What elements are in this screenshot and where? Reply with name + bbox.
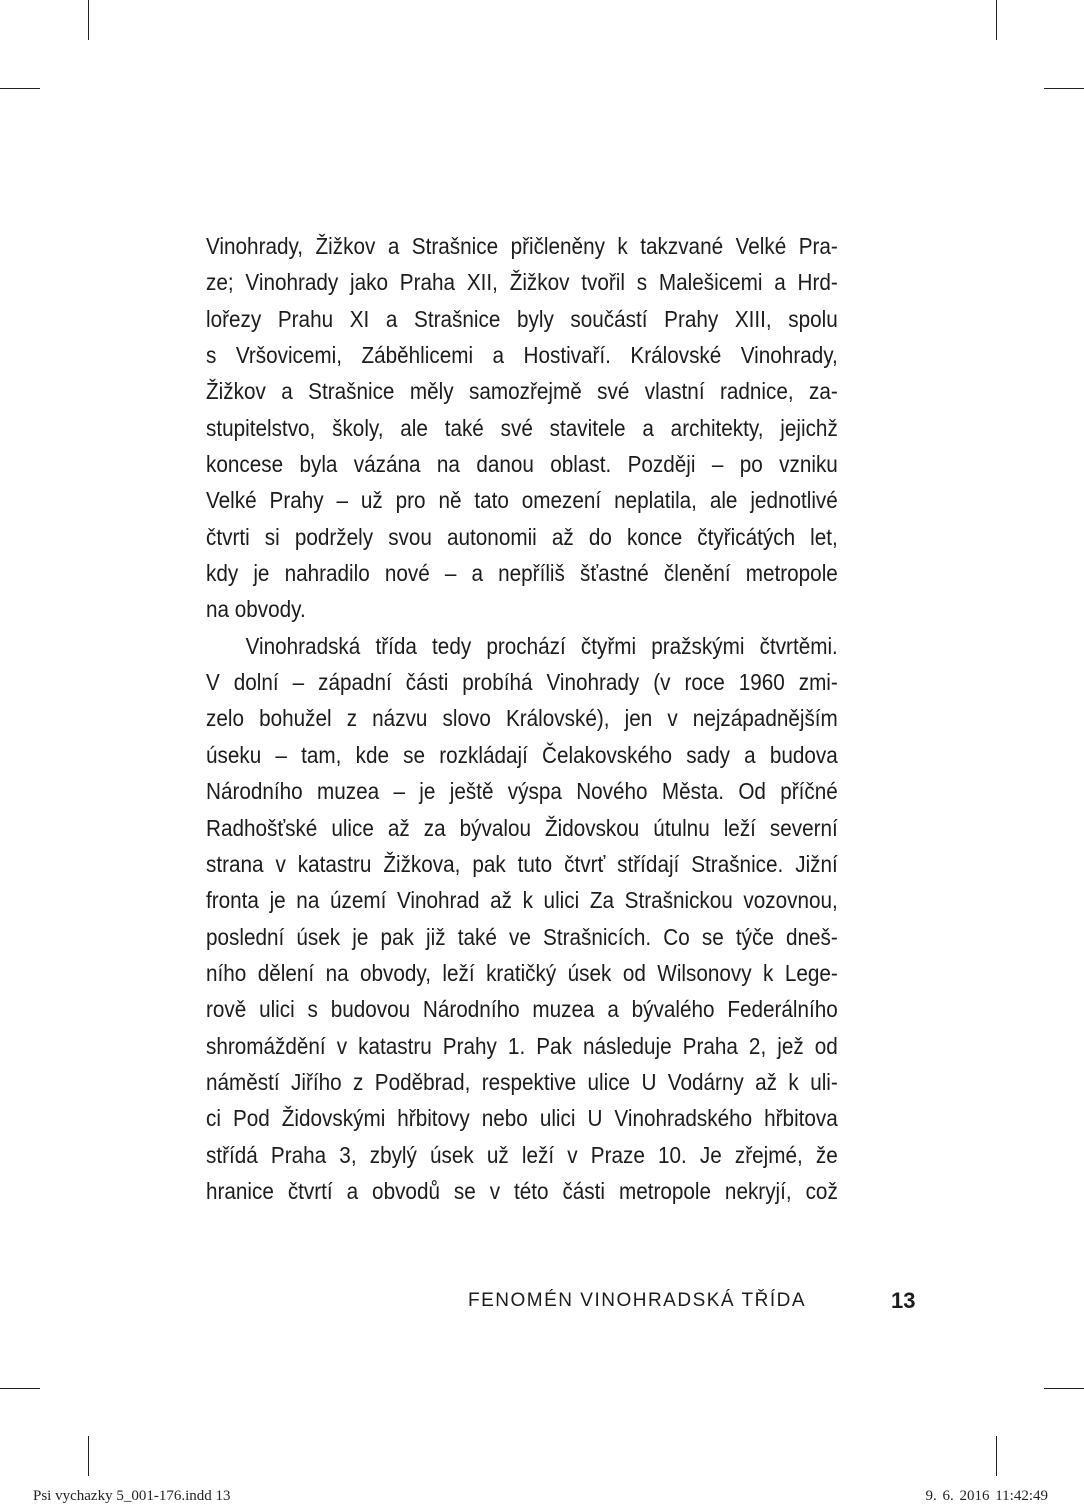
- text-line: Vinohrady, Žižkov a Strašnice přičleněny k takzvané Velké Pra-: [206, 233, 838, 259]
- crop-mark-bottom-right-h: [1044, 1388, 1084, 1389]
- text-line: Radhošťské ulice až za bývalou Židovskou útulnu leží severní: [206, 814, 838, 841]
- text-line: koncese byla vázána na danou oblast. Později – po vzniku: [206, 451, 838, 478]
- text-line: na obvody.: [206, 596, 306, 623]
- crop-mark-top-right: [996, 0, 997, 40]
- text-line: Žižkov a Strašnice měly samozřejmě své vlastní radnice, za-: [206, 378, 838, 405]
- text-line: ci Pod Židovskými hřbitovy nebo ulici U Vinohradského hřbitova: [206, 1105, 838, 1132]
- crop-mark-bottom-right: [996, 1436, 997, 1476]
- text-line: shromáždění v katastru Prahy 1. Pak následuje Praha 2, jež od: [206, 1032, 838, 1059]
- text-line: Národního muzea – je ještě výspa Nového Města. Od příčné: [206, 778, 838, 805]
- text-line: střídá Praha 3, zbylý úsek už leží v Praze 10. Je zřejmé, že: [206, 1141, 838, 1168]
- text-line: kdy je nahradilo nové – a nepříliš šťastné členění metropole: [206, 560, 838, 587]
- text-line: hranice čtvrtí a obvodů se v této části metropole nekryjí, což: [206, 1177, 838, 1204]
- crop-mark-top-left: [88, 0, 89, 40]
- text-line: zelo bohužel z názvu slovo Královské), jen v nejzápadnějším: [206, 705, 838, 732]
- text-line: rově ulici s budovou Národního muzea a bývalého Federálního: [206, 996, 838, 1023]
- text-line: fronta je na území Vinohrad až k ulici Za Strašnickou vozovnou,: [206, 887, 838, 914]
- text-line: lořezy Prahu XI a Strašnice byly součástí Prahy XIII, spolu: [206, 305, 838, 332]
- body-text: [206, 228, 838, 1209]
- crop-mark-bottom-left-h: [0, 1388, 40, 1389]
- text-line: úseku – tam, kde se rozkládají Čelakovského sady a budova: [206, 741, 838, 768]
- text-line: Velké Prahy – už pro ně tato omezení neplatila, ale jednotlivé: [206, 487, 838, 514]
- text-line: s Vršovicemi, Záběhlicemi a Hostivaří. Královské Vinohrady,: [206, 342, 838, 369]
- text-line: strana v katastru Žižkova, pak tuto čtvrť střídají Strašnice. Jižní: [206, 850, 838, 877]
- text-line: čtvrti si podržely svou autonomii až do konce čtyřicátých let,: [206, 523, 838, 550]
- text-line: ního dělení na obvody, leží kratičký úsek od Wilsonovy k Lege-: [206, 959, 838, 986]
- running-head: FENOMÉN VINOHRADSKÁ TŘÍDA: [468, 1290, 807, 1311]
- text-line: stupitelstvo, školy, ale také své stavitele a architekty, jejichž: [206, 414, 838, 441]
- crop-mark-top-right-h: [1044, 88, 1084, 89]
- text-line: V dolní – západní části probíhá Vinohrady (v roce 1960 zmi-: [206, 669, 838, 696]
- page-number: 13: [891, 1288, 916, 1313]
- text-line: ze; Vinohrady jako Praha XII, Žižkov tvořil s Malešicemi a Hrd-: [206, 269, 838, 296]
- slug-file-info: Psi vychazky 5_001-176.indd 13: [33, 1488, 231, 1504]
- text-line-paragraph-start: Vinohradská třída tedy prochází čtyřmi pražskými čtvrtěmi.: [245, 632, 838, 659]
- text-line: poslední úsek je pak již také ve Strašnicích. Co se týče dneš-: [206, 923, 838, 950]
- crop-mark-top-left-h: [0, 88, 40, 89]
- crop-mark-bottom-left: [88, 1436, 89, 1476]
- text-line: náměstí Jiřího z Poděbrad, respektive ulice U Vodárny až k uli-: [206, 1068, 838, 1095]
- slug-datetime: 9. 6. 2016 11:42:49: [925, 1488, 1048, 1504]
